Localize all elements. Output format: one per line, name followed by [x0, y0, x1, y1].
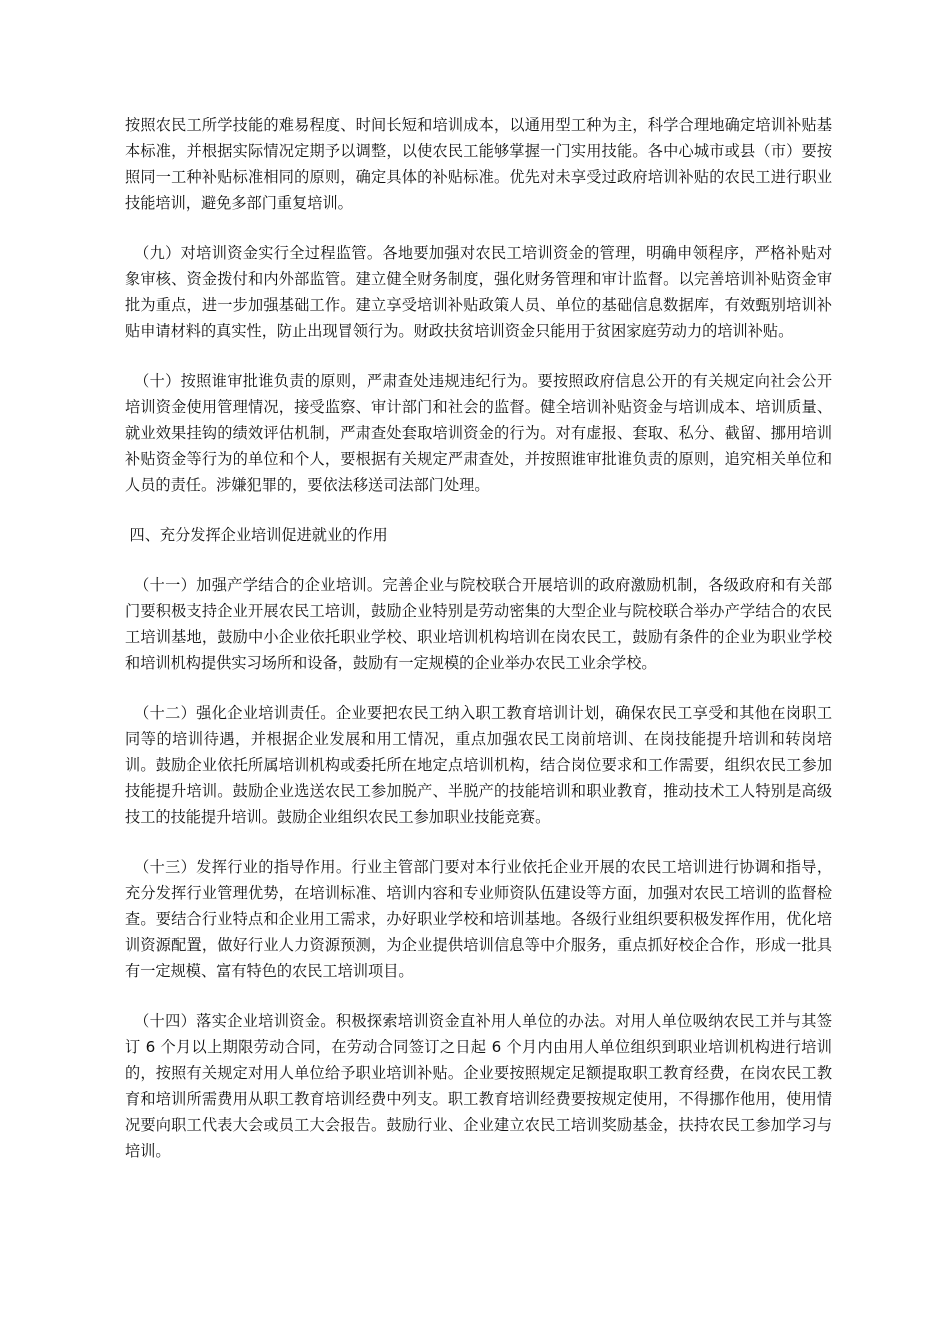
paragraph-item-11: （十一）加强产学结合的企业培训。完善企业与院校联合开展培训的政府激励机制，各级政府和有关部门要积极支持企业开展农民工培训，鼓励企业特别是劳动密集的大型企业与院校联合举办产学结合的农民工培训基地，鼓励中小企业依托职业学校、职业培训机构培训在岗农民工，鼓励有条件的企业为职业学校和培训机构提供实习场所和设备，鼓励有一定规模的企业举办农民工业余学校。 — [125, 576, 832, 672]
document-page — [125, 112, 832, 1188]
paragraph-item-13: （十三）发挥行业的指导作用。行业主管部门要对本行业依托企业开展的农民工培训进行协调和指导，充分发挥行业管理优势，在培训标准、培训内容和专业师资队伍建设等方面，加强对农民工培训的监督检查。要结合行业特点和企业用工需求，办好职业学校和培训基地。各级行业组织要积极发挥作用，优化培训资源配置，做好行业人力资源预测，为企业提供培训信息等中介服务，重点抓好校企合作，形成一批具有一定规模、富有特色的农民工培训项目。 — [125, 858, 832, 980]
paragraph-item-9: （九）对培训资金实行全过程监管。各地要加强对农民工培训资金的管理，明确申领程序，严格补贴对象审核、资金拨付和内外部监管。建立健全财务制度，强化财务管理和审计监督。以完善培训补贴资金审批为重点，进一步加强基础工作。建立享受培训补贴政策人员、单位的基础信息数据库，有效甄别培训补贴申请材料的真实性，防止出现冒领行为。财政扶贫培训资金只能用于贫困家庭劳动力的培训补贴。 — [125, 244, 832, 340]
paragraph-item-12: （十二）强化企业培训责任。企业要把农民工纳入职工教育培训计划，确保农民工享受和其他在岗职工同等的培训待遇，并根据企业发展和用工情况，重点加强农民工岗前培训、在岗技能提升培训和转岗培训。鼓励企业依托所属培训机构或委托所在地定点培训机构，结合岗位要求和工作需要，组织农民工参加技能提升培训。鼓励企业选送农民工参加脱产、半脱产的技能培训和职业教育，推动技术工人特别是高级技工的技能提升培训。鼓励企业组织农民工参加职业技能竞赛。 — [125, 704, 832, 826]
paragraph-item-10: （十）按照谁审批谁负责的原则，严肃查处违规违纪行为。要按照政府信息公开的有关规定向社会公开培训资金使用管理情况，接受监察、审计部门和社会的监督。健全培训补贴资金与培训成本、培训质量、就业效果挂钩的绩效评估机制，严肃查处套取培训资金的行为。对有虚报、套取、私分、截留、挪用培训补贴资金等行为的单位和个人，要根据有关规定严肃查处，并按照谁审批谁负责的原则，追究相关单位和人员的责任。涉嫌犯罪的，要依法移送司法部门处理。 — [125, 372, 832, 494]
paragraph-subsidy-standards: 按照农民工所学技能的难易程度、时间长短和培训成本，以通用型工种为主，科学合理地确定培训补贴基本标准，并根据实际情况定期予以调整，以使农民工能够掌握一门实用技能。各中心城市或县（市）要按照同一工种补贴标准相同的原则，确定具体的补贴标准。优先对未享受过政府培训补贴的农民工进行职业技能培训，避免多部门重复培训。 — [125, 116, 832, 212]
paragraph-item-14: （十四）落实企业培训资金。积极探索培训资金直补用人单位的办法。对用人单位吸纳农民工并与其签订 6 个月以上期限劳动合同，在劳动合同签订之日起 6 个月内由用人单位组织到职业培训机构进行培训的，按照有关规定对用人单位给予职业培训补贴。企业要按照规定足额提取职工教育经费，在岗农民工教育和培训所需费用从职工教育培训经费中列支。职工教育培训经费要按规定使用，不得挪作他用，使用情况要向职工代表大会或员工大会报告。鼓励行业、企业建立农民工培训奖励基金，扶持农民工参加学习与培训。 — [125, 1012, 832, 1160]
section-heading-4: 四、充分发挥企业培训促进就业的作用 — [129, 526, 388, 544]
